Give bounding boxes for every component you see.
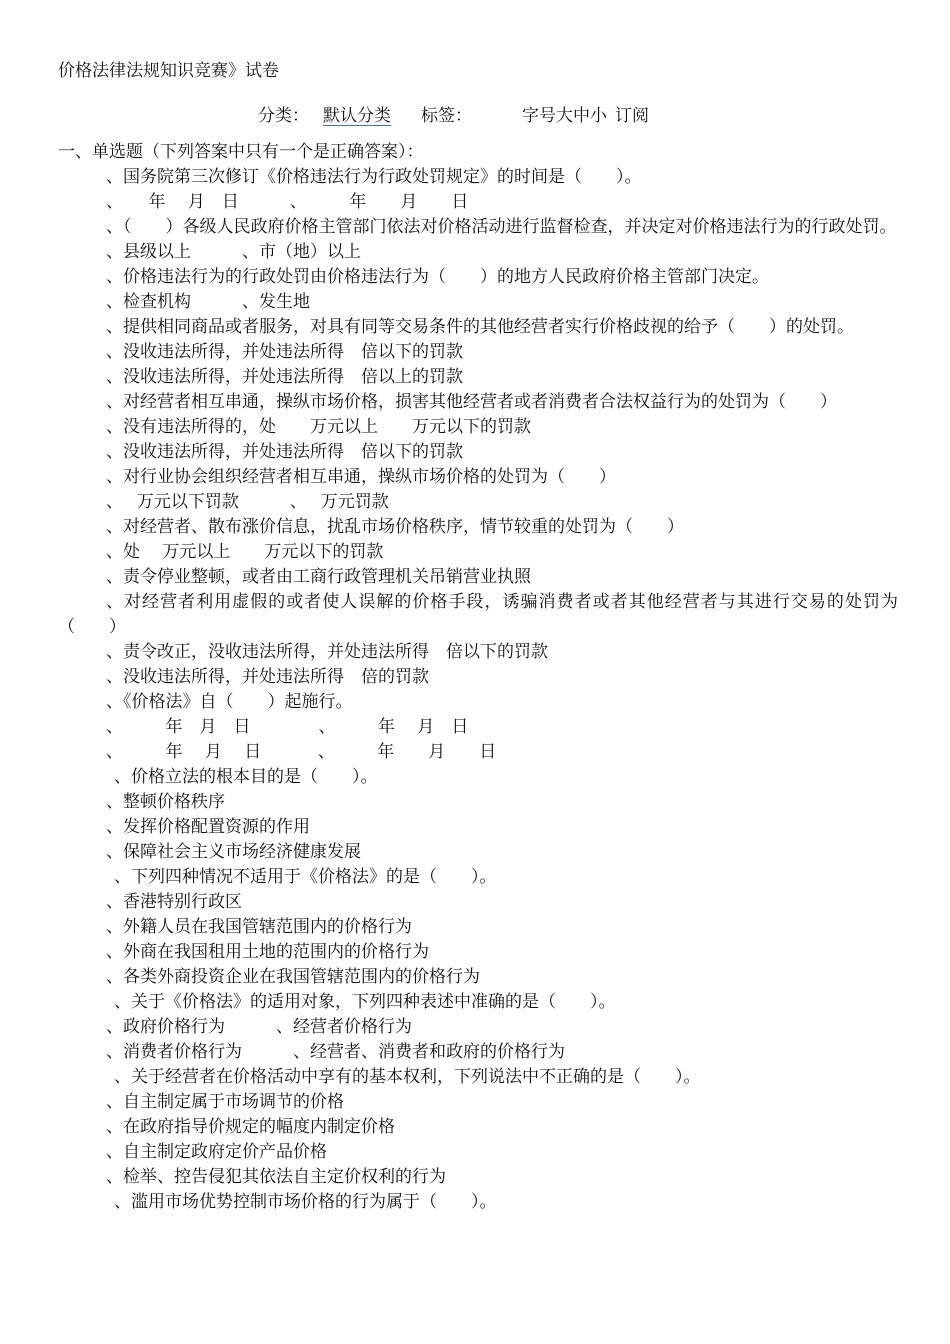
- answer-options: 、 年 月 日 、 年 月 日: [106, 192, 469, 212]
- answer-options: 、消费者价格行为 、经营者、消费者和政府的价格行为: [106, 1042, 565, 1062]
- answer-option: 、检举、控告侵犯其依法自主定价权利的行为: [106, 1167, 446, 1187]
- answer-option: 、香港特别行政区: [106, 892, 242, 912]
- question-text: 、对经营者、散布涨价信息，扰乱市场价格秩序，情节较重的处罚为（ ）: [106, 517, 684, 537]
- answer-options: 、 年 月 日 、 年 月 日: [106, 742, 497, 762]
- answer-option: 、保障社会主义市场经济健康发展: [106, 842, 361, 862]
- font-size-label: 字号: [522, 106, 556, 126]
- question-text: 、价格违法行为的行政处罚由价格违法行为（ ）的地方人民政府价格主管部门决定。: [106, 267, 769, 287]
- font-size-medium-button[interactable]: 中: [573, 106, 590, 126]
- tag-label: 标签：: [421, 106, 472, 126]
- question-text: 、下列四种情况不适用于《价格法》的是（ ）。: [114, 867, 497, 887]
- question-text: 、关于经营者在价格活动中享有的基本权利，下列说法中不正确的是（ ）。: [114, 1067, 701, 1087]
- answer-option: 、处 万元以上 万元以下的罚款: [106, 542, 384, 562]
- answer-option: 、自主制定属于市场调节的价格: [106, 1092, 344, 1112]
- answer-option: 、责令改正，没收违法所得，并处违法所得 倍以下的罚款: [106, 642, 548, 662]
- answer-options: 、检查机构 、发生地: [106, 292, 310, 312]
- question-text: 、关于《价格法》的适用对象，下列四种表述中准确的是（ ）。: [114, 992, 616, 1012]
- answer-option: 、外商在我国租用土地的范围内的价格行为: [106, 942, 429, 962]
- answer-option: 、外籍人员在我国管辖范围内的价格行为: [106, 917, 412, 937]
- font-size-small-button[interactable]: 小: [590, 106, 607, 126]
- question-text: 、《价格法》自（ ）起施行。: [106, 692, 353, 712]
- answer-option: 、在政府指导价规定的幅度内制定价格: [106, 1117, 395, 1137]
- question-text: 、（ ）各级人民政府价格主管部门依法对价格活动进行监督检查，并决定对价格违法行为的行政处罚。: [106, 217, 897, 237]
- answer-option: 、发挥价格配置资源的作用: [106, 817, 310, 837]
- answer-option: 、责令停业整顿，或者由工商行政管理机关吊销营业执照: [106, 567, 531, 587]
- answer-option: 、没收违法所得，并处违法所得 倍的罚款: [106, 667, 429, 687]
- subscribe-link[interactable]: 订阅: [615, 106, 649, 126]
- font-size-large-button[interactable]: 大: [556, 106, 573, 126]
- category-label: 分类：: [258, 106, 309, 126]
- question-text: 、国务院第三次修订《价格违法行为行政处罚规定》的时间是（ ）。: [106, 167, 642, 187]
- question-text: 、对经营者利用虚假的或者使人误解的价格手段，诱骗消费者或者其他经营者与其进行交易的处罚为（ ）: [58, 592, 898, 637]
- section-heading: 一、单选题（下列答案中只有一个是正确答案）：: [58, 142, 424, 162]
- article-meta-bar: [258, 104, 649, 128]
- answer-option: 、没收违法所得，并处违法所得 倍以上的罚款: [106, 367, 463, 387]
- answer-option: 、各类外商投资企业在我国管辖范围内的价格行为: [106, 967, 480, 987]
- question-text: 、对经营者相互串通，操纵市场价格，损害其他经营者或者消费者合法权益行为的处罚为（ ）: [106, 392, 837, 412]
- question-text: 、滥用市场优势控制市场价格的行为属于（ ）。: [114, 1192, 497, 1212]
- answer-options: 、政府价格行为 、经营者价格行为: [106, 1017, 412, 1037]
- document-title: 价格法律法规知识竞赛》试卷: [58, 61, 279, 81]
- question-text: 、提供相同商品或者服务，对具有同等交易条件的其他经营者实行价格歧视的给予（ ）的处罚。: [106, 317, 854, 337]
- answer-options: 、 万元以下罚款 、 万元罚款: [106, 492, 389, 512]
- answer-option: 、没收违法所得，并处违法所得 倍以下的罚款: [106, 342, 463, 362]
- answer-options: 、 年 月 日 、 年 月 日: [106, 717, 469, 737]
- answer-option: 、整顿价格秩序: [106, 792, 225, 812]
- answer-option: 、没收违法所得，并处违法所得 倍以下的罚款: [106, 442, 463, 462]
- category-link[interactable]: 默认分类: [323, 106, 391, 126]
- document-body: [58, 140, 898, 1215]
- answer-option: 、自主制定政府定价产品价格: [106, 1142, 327, 1162]
- answer-option: 、没有违法所得的，处 万元以上 万元以下的罚款: [106, 417, 531, 437]
- question-text: 、对行业协会组织经营者相互串通，操纵市场价格的处罚为（ ）: [106, 467, 616, 487]
- answer-options: 、县级以上 、市（地）以上: [106, 242, 361, 262]
- question-text: 、价格立法的根本目的是（ ）。: [114, 767, 378, 787]
